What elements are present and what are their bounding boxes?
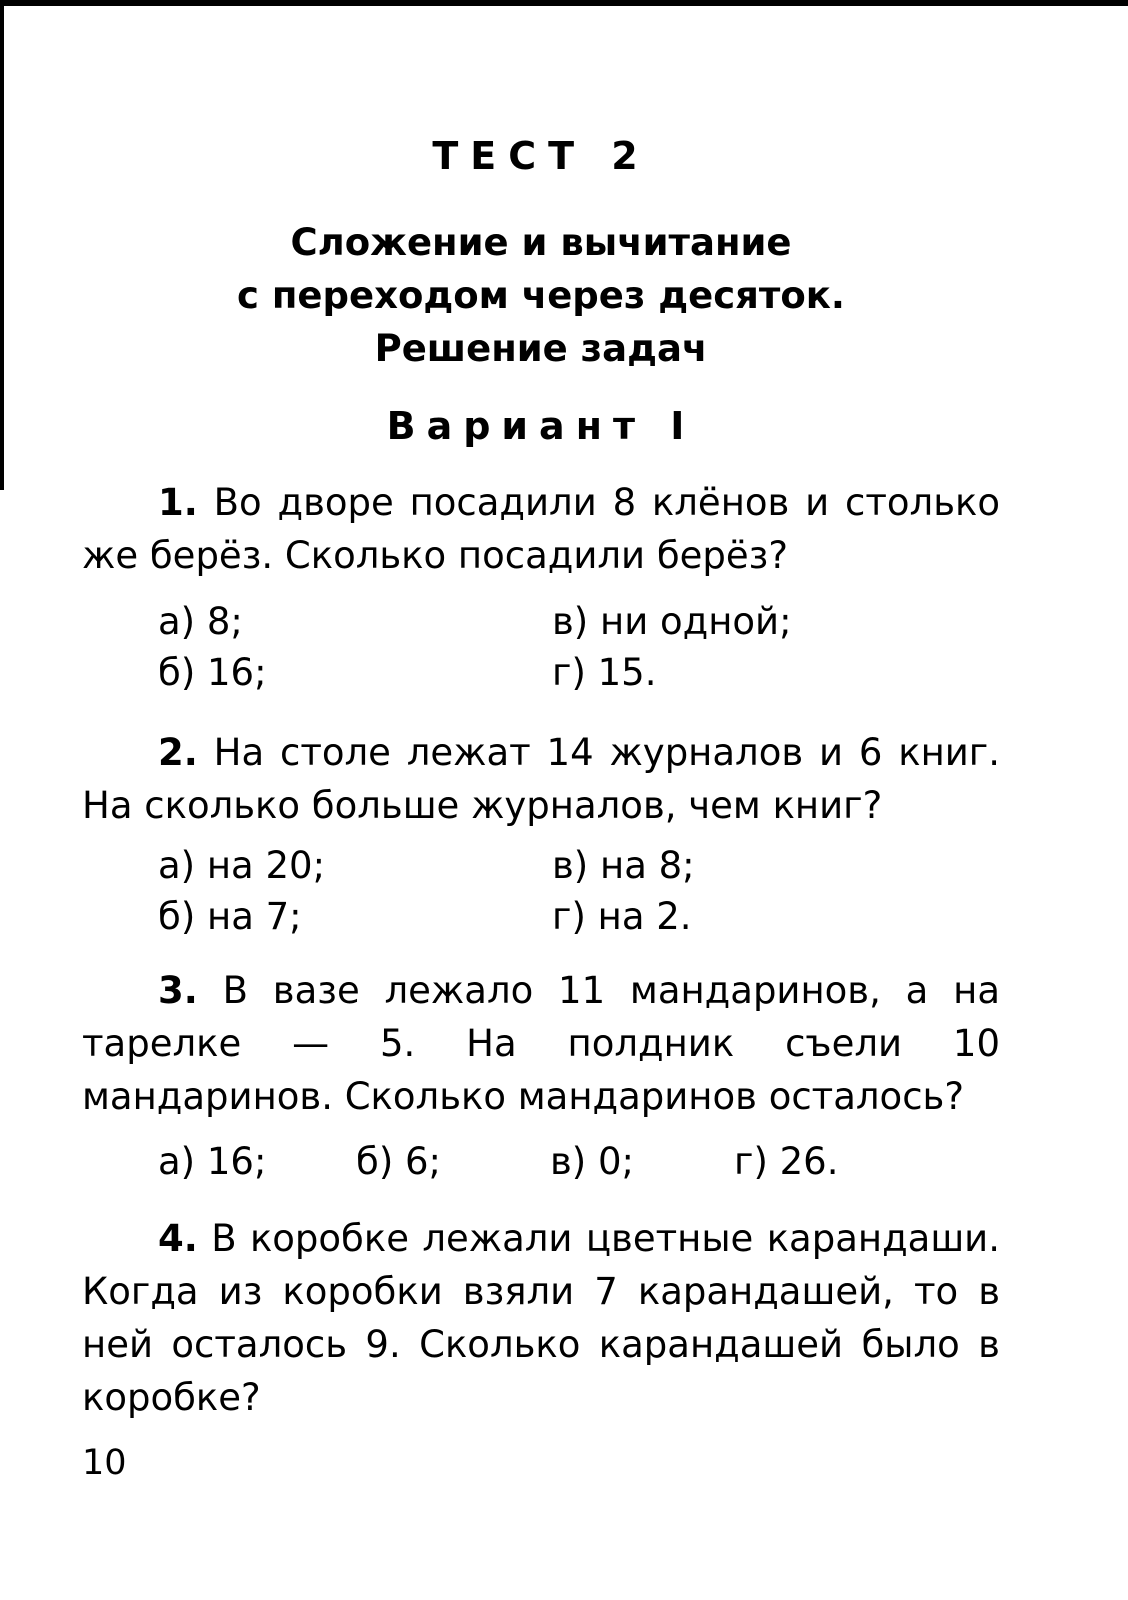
answer-option: а) на 20; bbox=[158, 844, 326, 887]
task-2 bbox=[82, 726, 1000, 832]
test-title: ТЕСТ 2 bbox=[432, 134, 650, 178]
answer-option: в) 0; bbox=[550, 1140, 635, 1183]
page-border-top bbox=[0, 0, 1128, 6]
page-number: 10 bbox=[82, 1443, 127, 1483]
topic-line: Сложение и вычитание bbox=[290, 221, 792, 264]
answer-option: а) 16; bbox=[158, 1140, 267, 1183]
page-border-left bbox=[0, 0, 4, 490]
answer-option: б) 6; bbox=[356, 1140, 442, 1183]
answer-option: б) 16; bbox=[158, 651, 267, 694]
topic-line: с переходом через десяток. bbox=[237, 274, 845, 317]
task-number: 3. bbox=[158, 969, 198, 1012]
variant-heading: Вариант I bbox=[386, 404, 696, 448]
answer-option: в) на 8; bbox=[552, 844, 695, 887]
task-text: На столе лежат 14 журналов и 6 книг. На сколько больше журналов, чем книг? bbox=[82, 731, 1001, 827]
task-1 bbox=[82, 476, 1000, 582]
answer-option: г) на 2. bbox=[552, 895, 692, 938]
task-number: 2. bbox=[158, 731, 198, 774]
answer-option: б) на 7; bbox=[158, 895, 302, 938]
answer-option: г) 26. bbox=[734, 1140, 839, 1183]
task-number: 1. bbox=[158, 481, 198, 524]
task-text: Во дворе посадили 8 клёнов и столько же берёз. Сколько посадили берёз? bbox=[82, 481, 1000, 577]
topic-heading bbox=[82, 216, 1000, 375]
answer-option: в) ни одной; bbox=[552, 600, 792, 643]
task-text: В вазе лежало 11 мандаринов, а на тарелке — 5. На полдник съели 10 мандаринов. Сколько мандаринов осталось? bbox=[82, 969, 1001, 1118]
answer-option: г) 15. bbox=[552, 651, 657, 694]
task-text: В коробке лежали цветные карандаши. Когда из коробки взяли 7 карандашей, то в ней осталось 9. Сколько карандашей было в коробке? bbox=[82, 1217, 1000, 1419]
task-4 bbox=[82, 1212, 1000, 1424]
answer-option: а) 8; bbox=[158, 600, 243, 643]
topic-line: Решение задач bbox=[374, 327, 708, 370]
task-3 bbox=[82, 964, 1000, 1123]
task-number: 4. bbox=[158, 1217, 198, 1260]
